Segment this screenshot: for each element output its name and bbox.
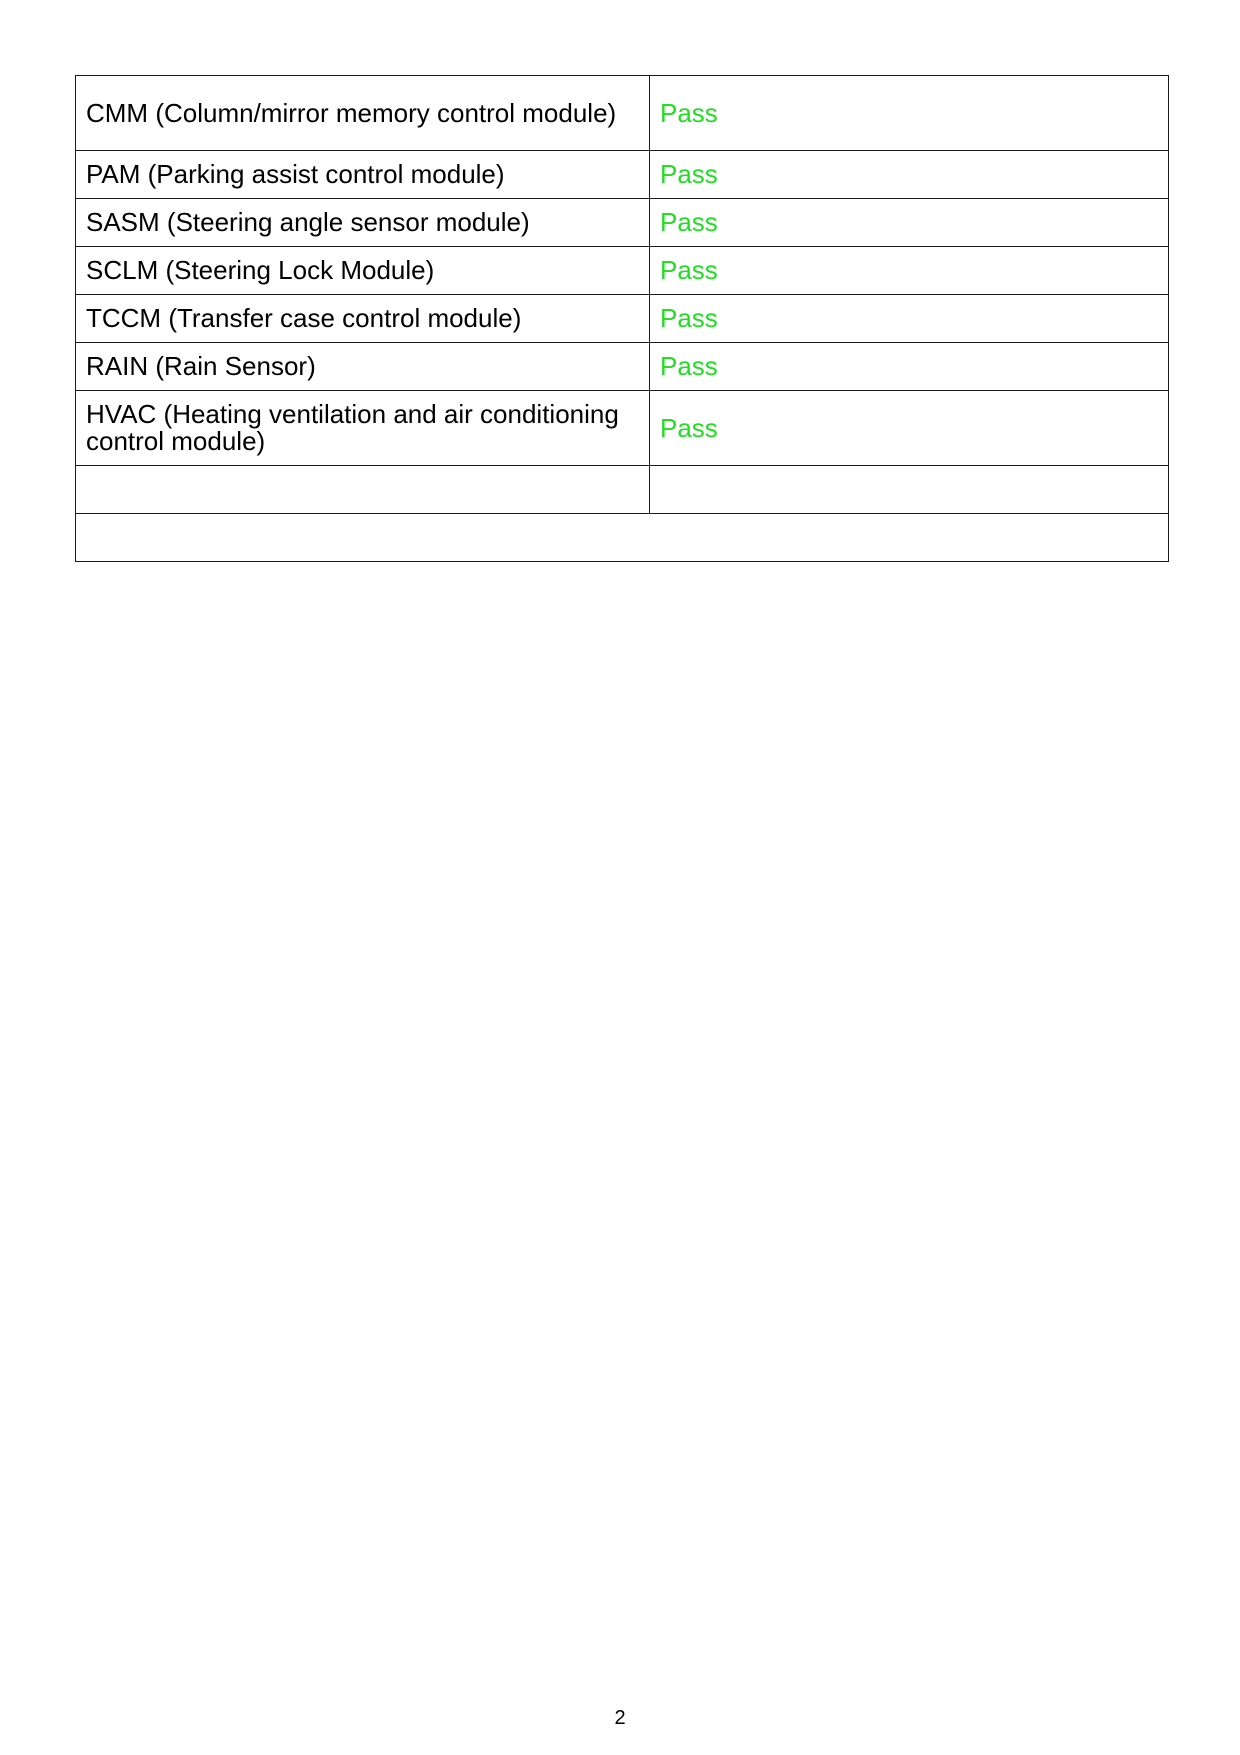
- table-row: [76, 295, 1169, 343]
- result-cell: Pass: [650, 199, 1169, 247]
- table-row: [76, 199, 1169, 247]
- table-footer-row: [76, 514, 1169, 562]
- result-cell: [650, 466, 1169, 514]
- result-cell: Pass: [650, 76, 1169, 151]
- module-name-cell: HVAC (Heating ventilation and air conditioning control module): [76, 391, 650, 466]
- module-name-cell: PAM (Parking assist control module): [76, 151, 650, 199]
- table-footer-cell: [76, 514, 1169, 562]
- table-row: [76, 151, 1169, 199]
- result-cell: Pass: [650, 247, 1169, 295]
- page-number: 2: [614, 1707, 626, 1729]
- module-name-cell: TCCM (Transfer case control module): [76, 295, 650, 343]
- table-row: [76, 76, 1169, 151]
- module-name-cell: SASM (Steering angle sensor module): [76, 199, 650, 247]
- module-name-cell: RAIN (Rain Sensor): [76, 343, 650, 391]
- table-row: [76, 343, 1169, 391]
- module-name-cell: [76, 466, 650, 514]
- table-row: [76, 247, 1169, 295]
- result-cell: Pass: [650, 391, 1169, 466]
- module-name-cell: CMM (Column/mirror memory control module): [76, 76, 650, 151]
- result-cell: Pass: [650, 151, 1169, 199]
- module-name-cell: SCLM (Steering Lock Module): [76, 247, 650, 295]
- result-cell: Pass: [650, 295, 1169, 343]
- module-results-table: [75, 75, 1169, 562]
- table-row: [76, 391, 1169, 466]
- table-row-empty: [76, 466, 1169, 514]
- result-cell: Pass: [650, 343, 1169, 391]
